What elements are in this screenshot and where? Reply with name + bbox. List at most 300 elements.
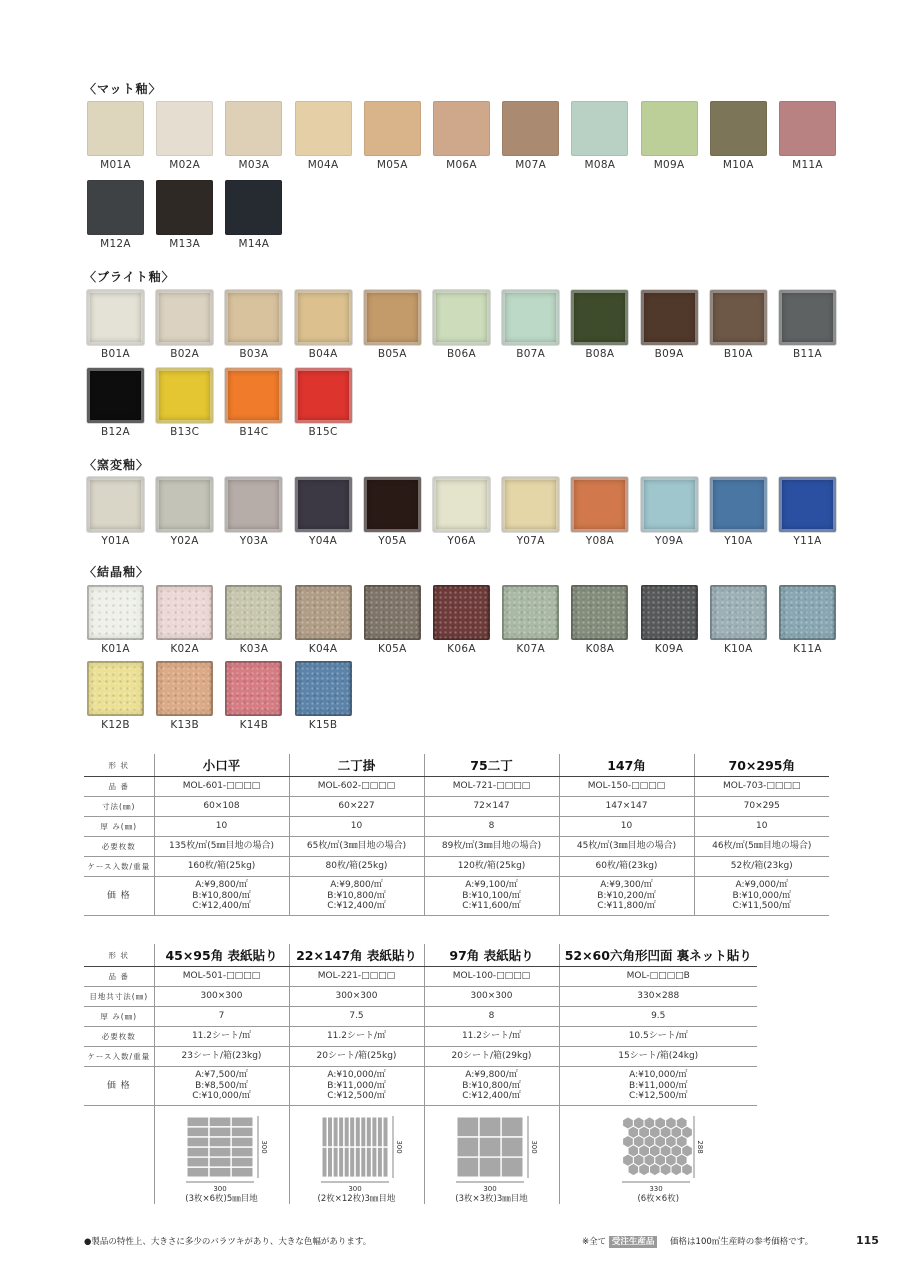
tile-piece: [187, 1138, 208, 1147]
color-swatch: [225, 477, 282, 532]
case-cell: 15シート/箱(24kg): [559, 1047, 757, 1067]
color-code: Y06A: [447, 535, 476, 547]
tile-piece: [372, 1148, 376, 1177]
size-cell: 147×147: [559, 797, 694, 817]
color-swatch: [364, 477, 421, 532]
price-cell: [559, 877, 694, 916]
section-title: 〈窯変釉〉: [84, 458, 150, 472]
color-code: K11A: [793, 643, 822, 655]
tile-piece: [322, 1148, 326, 1177]
tile-piece: [333, 1118, 337, 1147]
price-line: A:¥9,800/㎡: [465, 1070, 518, 1081]
price-line: C:¥10,000/㎡: [192, 1091, 251, 1102]
case-cell: 52枚/箱(23kg): [694, 857, 829, 877]
price-line: B:¥10,800/㎡: [462, 1080, 521, 1091]
shape-cell: 75二丁: [424, 754, 559, 777]
color-code: K14B: [239, 719, 269, 731]
case-cell: 20シート/箱(25kg): [289, 1047, 424, 1067]
tile-piece: [231, 1158, 252, 1167]
color-swatch: [225, 101, 282, 156]
color-swatch: [641, 101, 698, 156]
case-cell: 20シート/箱(29kg): [424, 1047, 559, 1067]
row-label-hinban: 品 番: [84, 777, 154, 797]
tile-piece: [372, 1118, 376, 1147]
tile-piece: [479, 1158, 500, 1177]
color-code: M07A: [515, 159, 547, 171]
price-line: B:¥10,800/㎡: [192, 890, 251, 901]
color-swatch: [779, 477, 836, 532]
tile-piece: [187, 1148, 208, 1157]
color-swatch: [433, 477, 490, 532]
sheet-layout-diagram: [309, 1112, 405, 1192]
tile-piece: [187, 1158, 208, 1167]
hex-tile: [660, 1163, 671, 1175]
color-swatch: [364, 290, 421, 345]
shape-cell: 二丁掛: [289, 754, 424, 777]
tile-piece: [209, 1158, 230, 1167]
need-cell: 11.2シート/㎡: [154, 1027, 289, 1047]
hinban-cell: MOL-150-□□□□: [559, 777, 694, 797]
price-cell: [424, 1067, 559, 1106]
color-code: M05A: [376, 159, 408, 171]
size-cell: 300×300: [289, 987, 424, 1007]
price-note: 価格は100㎡生産時の参考価格です。: [670, 1237, 814, 1247]
tile-piece: [457, 1158, 478, 1177]
tile-piece: [328, 1148, 332, 1177]
row-label-size: 寸法(㎜): [84, 797, 154, 817]
row-label-price: 価 格: [84, 877, 154, 916]
color-swatch: [364, 585, 421, 640]
row-size: [84, 797, 829, 817]
diagram-caption: (2枚×12枚)3㎜目地: [317, 1194, 396, 1204]
row-label-hinban: 品 番: [84, 967, 154, 987]
color-swatch: [571, 290, 628, 345]
color-code: B04A: [308, 348, 338, 360]
color-code: K01A: [101, 643, 130, 655]
thick-cell: 10: [559, 817, 694, 837]
need-cell: 10.5シート/㎡: [559, 1027, 757, 1047]
all-label: ※全て: [582, 1237, 607, 1247]
thick-cell: 10: [694, 817, 829, 837]
spec-table-1: [84, 754, 829, 916]
section-title: 〈ブライト釉〉: [84, 270, 175, 284]
width-dimension: 300: [212, 1185, 227, 1192]
color-code: B10A: [723, 348, 753, 360]
price-line: A:¥9,100/㎡: [465, 880, 518, 891]
tile-piece: [231, 1168, 252, 1177]
color-code: K04A: [308, 643, 338, 655]
tile-piece: [355, 1118, 359, 1147]
color-code: B15C: [308, 426, 338, 438]
case-cell: 160枚/箱(25kg): [154, 857, 289, 877]
diagram-caption: (3枚×6枚)5㎜目地: [185, 1194, 258, 1204]
color-code: Y03A: [239, 535, 268, 547]
row-price: [84, 1067, 757, 1106]
need-cell: 135枚/㎡(5㎜目地の場合): [154, 837, 289, 857]
tile-piece: [209, 1128, 230, 1137]
color-code: Y07A: [516, 535, 545, 547]
row-case: [84, 857, 829, 877]
color-code: K13B: [170, 719, 200, 731]
color-swatch: [156, 585, 213, 640]
tile-piece: [209, 1148, 230, 1157]
hex-tile: [682, 1163, 693, 1175]
case-cell: 60枚/箱(23kg): [559, 857, 694, 877]
price-line: B:¥10,000/㎡: [732, 890, 791, 901]
color-code: Y05A: [378, 535, 407, 547]
shape-cell: 97角 表紙貼り: [424, 944, 559, 967]
tile-piece: [501, 1118, 522, 1137]
color-swatch: [87, 585, 144, 640]
color-swatch: [295, 661, 352, 716]
tile-piece: [355, 1148, 359, 1177]
price-cell: [289, 877, 424, 916]
color-code: Y02A: [170, 535, 199, 547]
color-swatch: [87, 661, 144, 716]
color-code: M14A: [238, 238, 270, 250]
color-code: M12A: [100, 238, 131, 250]
tile-piece: [501, 1158, 522, 1177]
tile-piece: [339, 1118, 343, 1147]
width-dimension: 330: [649, 1185, 663, 1192]
size-cell: 70×295: [694, 797, 829, 817]
color-code: K07A: [516, 643, 545, 655]
price-cell: [154, 877, 289, 916]
thick-cell: 7.5: [289, 1007, 424, 1027]
color-swatch: [710, 585, 767, 640]
price-cell: [559, 1067, 757, 1106]
color-code: K10A: [723, 643, 753, 655]
color-code: M03A: [238, 159, 270, 171]
hinban-cell: MOL-601-□□□□: [154, 777, 289, 797]
tile-piece: [457, 1138, 478, 1157]
sheet-layout-diagram: [444, 1112, 540, 1192]
color-code: B05A: [377, 348, 407, 360]
color-code: Y09A: [655, 535, 684, 547]
color-code: Y08A: [585, 535, 614, 547]
hinban-cell: MOL-221-□□□□: [289, 967, 424, 987]
height-dimension: 288: [696, 1140, 705, 1154]
color-swatch: [364, 101, 421, 156]
color-swatch: [433, 101, 490, 156]
color-code: M04A: [307, 159, 339, 171]
row-shape: [84, 944, 757, 967]
color-swatch: [779, 290, 836, 345]
price-line: B:¥10,100/㎡: [462, 890, 521, 901]
tile-piece: [383, 1118, 387, 1147]
color-code: B12A: [101, 426, 130, 438]
color-swatch: [779, 101, 836, 156]
price-cell: [289, 1067, 424, 1106]
sheet-diagram-cell: [154, 1106, 289, 1205]
sheet-diagram-cell: [289, 1106, 424, 1205]
row-label-thick: 厚 み(㎜): [84, 817, 154, 837]
need-cell: 46枚/㎡(5㎜目地の場合): [694, 837, 829, 857]
tile-piece: [366, 1118, 370, 1147]
color-swatch: [502, 585, 559, 640]
price-line: A:¥9,800/㎡: [330, 880, 383, 891]
color-swatch: [641, 477, 698, 532]
tile-piece: [366, 1148, 370, 1177]
color-code: M11A: [792, 159, 823, 171]
size-cell: 330×288: [559, 987, 757, 1007]
color-code: K03A: [239, 643, 269, 655]
color-code: Y10A: [724, 535, 753, 547]
price-line: C:¥12,500/㎡: [628, 1091, 688, 1102]
price-line: C:¥11,500/㎡: [732, 901, 792, 912]
tile-piece: [350, 1148, 354, 1177]
color-swatch: [225, 368, 282, 423]
section-title: 〈結晶釉〉: [84, 565, 150, 579]
row-thick: [84, 817, 829, 837]
color-code: B13C: [170, 426, 200, 438]
row-price: [84, 877, 829, 916]
case-cell: 80枚/箱(25kg): [289, 857, 424, 877]
need-cell: 11.2シート/㎡: [289, 1027, 424, 1047]
tile-piece: [187, 1168, 208, 1177]
height-dimension: 300: [394, 1140, 403, 1154]
tile-piece: [209, 1118, 230, 1127]
color-code: K08A: [585, 643, 615, 655]
price-line: C:¥12,400/㎡: [462, 1091, 521, 1102]
color-code: B11A: [793, 348, 822, 360]
color-swatch: [710, 477, 767, 532]
spec-table-2: [84, 944, 757, 1204]
hex-tile: [639, 1163, 650, 1175]
tile-piece: [231, 1148, 252, 1157]
color-code: M09A: [653, 159, 685, 171]
color-code: M13A: [169, 238, 201, 250]
price-line: C:¥12,500/㎡: [327, 1091, 386, 1102]
size-cell: 300×300: [154, 987, 289, 1007]
color-code: K09A: [654, 643, 684, 655]
color-swatch: [502, 101, 559, 156]
color-swatch: [433, 585, 490, 640]
thick-cell: 10: [154, 817, 289, 837]
need-cell: 89枚/㎡(3㎜目地の場合): [424, 837, 559, 857]
row-need: [84, 1027, 757, 1047]
diagram-caption: (6枚×6枚): [637, 1194, 680, 1204]
size-cell: 60×108: [154, 797, 289, 817]
color-code: Y04A: [309, 535, 338, 547]
shape-cell: 70×295角: [694, 754, 829, 777]
tile-piece: [344, 1148, 348, 1177]
tile-piece: [344, 1118, 348, 1147]
tile-piece: [231, 1118, 252, 1127]
shape-cell: 45×95角 表紙貼り: [154, 944, 289, 967]
color-swatch: [295, 290, 352, 345]
hinban-cell: MOL-703-□□□□: [694, 777, 829, 797]
color-code: B02A: [170, 348, 200, 360]
tile-piece: [333, 1148, 337, 1177]
row-label-case: ケース入数/重量: [84, 1047, 154, 1067]
color-swatch: [225, 290, 282, 345]
hex-tile: [628, 1163, 639, 1175]
tile-piece: [231, 1138, 252, 1147]
tile-piece: [377, 1118, 381, 1147]
section-title: 〈マット釉〉: [84, 82, 162, 96]
thick-cell: 10: [289, 817, 424, 837]
tile-piece: [187, 1128, 208, 1137]
row-label-empty: [84, 1106, 154, 1205]
color-swatch: [87, 101, 144, 156]
row-hinban: [84, 777, 829, 797]
color-code: K05A: [377, 643, 407, 655]
color-swatch: [641, 290, 698, 345]
sheet-layout-diagram: [174, 1112, 270, 1192]
row-label-price: 価 格: [84, 1067, 154, 1106]
color-code: B14C: [239, 426, 269, 438]
color-swatch: [502, 477, 559, 532]
color-swatch: [156, 290, 213, 345]
size-cell: 72×147: [424, 797, 559, 817]
color-code: M02A: [169, 159, 201, 171]
color-code: B03A: [239, 348, 269, 360]
color-swatch: [87, 290, 144, 345]
hex-tile: [671, 1163, 682, 1175]
price-line: A:¥9,000/㎡: [735, 880, 789, 891]
need-cell: 11.2シート/㎡: [424, 1027, 559, 1047]
height-dimension: 300: [259, 1140, 268, 1154]
color-code: M10A: [722, 159, 754, 171]
price-line: C:¥12,400/㎡: [192, 901, 251, 912]
thick-cell: 8: [424, 1007, 559, 1027]
color-code: B06A: [447, 348, 476, 360]
price-line: B:¥11,000/㎡: [327, 1080, 386, 1091]
price-line: A:¥10,000/㎡: [629, 1070, 688, 1081]
color-swatch: [295, 368, 352, 423]
color-swatch: [571, 101, 628, 156]
sheet-layout-diagram: [610, 1112, 706, 1192]
row-label-need: 必要枚数: [84, 1027, 154, 1047]
footnote: ●製品の特性上、大きさに多少のバラツキがあり、大きな色幅があります。: [84, 1237, 372, 1247]
tile-piece: [361, 1148, 365, 1177]
color-swatch: [156, 101, 213, 156]
row-shape: [84, 754, 829, 777]
price-line: A:¥10,000/㎡: [327, 1070, 386, 1081]
row-size: [84, 987, 757, 1007]
hinban-cell: MOL-602-□□□□: [289, 777, 424, 797]
sheet-diagram-cell: [424, 1106, 559, 1205]
color-swatch: [156, 180, 213, 235]
color-swatch: [295, 585, 352, 640]
color-swatch: [225, 661, 282, 716]
hex-tile: [650, 1163, 661, 1175]
price-line: C:¥12,400/㎡: [327, 901, 386, 912]
color-code: B08A: [585, 348, 615, 360]
color-swatch: [779, 585, 836, 640]
made-to-order-badge: 受注生産品: [609, 1236, 658, 1248]
color-swatch: [225, 585, 282, 640]
row-label-shape: 形 状: [84, 754, 154, 777]
price-line: C:¥11,600/㎡: [462, 901, 521, 912]
width-dimension: 300: [482, 1185, 497, 1192]
color-code: Y11A: [793, 535, 822, 547]
color-swatch: [156, 477, 213, 532]
price-line: B:¥10,200/㎡: [597, 890, 656, 901]
color-swatch: [571, 477, 628, 532]
tile-piece: [457, 1118, 478, 1137]
tile-piece: [209, 1138, 230, 1147]
color-code: K06A: [447, 643, 476, 655]
tile-piece: [479, 1118, 500, 1137]
color-swatch: [433, 290, 490, 345]
diagram-caption: (3枚×3枚)3㎜目地: [455, 1194, 528, 1204]
color-swatch: [502, 290, 559, 345]
row-case: [84, 1047, 757, 1067]
price-cell: [154, 1067, 289, 1106]
hinban-cell: MOL-501-□□□□: [154, 967, 289, 987]
tile-piece: [328, 1118, 332, 1147]
color-swatch: [571, 585, 628, 640]
tile-piece: [501, 1138, 522, 1157]
color-code: M08A: [584, 159, 616, 171]
price-cell: [694, 877, 829, 916]
color-swatch: [87, 368, 144, 423]
row-diagram: [84, 1106, 757, 1205]
price-line: A:¥9,300/㎡: [600, 880, 653, 891]
hinban-cell: MOL-721-□□□□: [424, 777, 559, 797]
tile-piece: [383, 1148, 387, 1177]
tile-piece: [339, 1148, 343, 1177]
color-code: M01A: [100, 159, 131, 171]
row-need: [84, 837, 829, 857]
thick-cell: 7: [154, 1007, 289, 1027]
color-code: B07A: [516, 348, 546, 360]
row-hinban: [84, 967, 757, 987]
price-cell: [424, 877, 559, 916]
size-cell: 60×227: [289, 797, 424, 817]
tile-piece: [377, 1148, 381, 1177]
row-thick: [84, 1007, 757, 1027]
color-code: Y01A: [101, 535, 130, 547]
tile-piece: [361, 1118, 365, 1147]
hinban-cell: MOL-100-□□□□: [424, 967, 559, 987]
shape-cell: 52×60六角形凹面 裏ネット貼り: [559, 944, 757, 967]
tile-piece: [231, 1128, 252, 1137]
height-dimension: 300: [529, 1140, 538, 1154]
color-swatch: [710, 101, 767, 156]
sheet-diagram-cell: [559, 1106, 757, 1205]
size-cell: 300×300: [424, 987, 559, 1007]
color-code: K15B: [308, 719, 338, 731]
need-cell: 65枚/㎡(3㎜目地の場合): [289, 837, 424, 857]
thick-cell: 8: [424, 817, 559, 837]
color-swatch: [295, 101, 352, 156]
thick-cell: 9.5: [559, 1007, 757, 1027]
tile-piece: [187, 1118, 208, 1127]
tile-piece: [350, 1118, 354, 1147]
color-swatch: [641, 585, 698, 640]
color-swatch: [87, 477, 144, 532]
tile-piece: [209, 1168, 230, 1177]
hinban-cell: MOL-□□□□B: [559, 967, 757, 987]
row-label-need: 必要枚数: [84, 837, 154, 857]
shape-cell: 22×147角 表紙貼り: [289, 944, 424, 967]
order-note: [582, 1235, 813, 1247]
price-line: B:¥8,500/㎡: [195, 1080, 248, 1091]
color-code: K12B: [101, 719, 130, 731]
page-number: 115: [856, 1234, 879, 1247]
tile-piece: [479, 1138, 500, 1157]
tile-piece: [322, 1118, 326, 1147]
color-code: M06A: [446, 159, 477, 171]
color-swatch: [295, 477, 352, 532]
width-dimension: 300: [347, 1185, 362, 1192]
row-label-thick: 厚 み(㎜): [84, 1007, 154, 1027]
case-cell: 23シート/箱(23kg): [154, 1047, 289, 1067]
color-swatch: [156, 661, 213, 716]
